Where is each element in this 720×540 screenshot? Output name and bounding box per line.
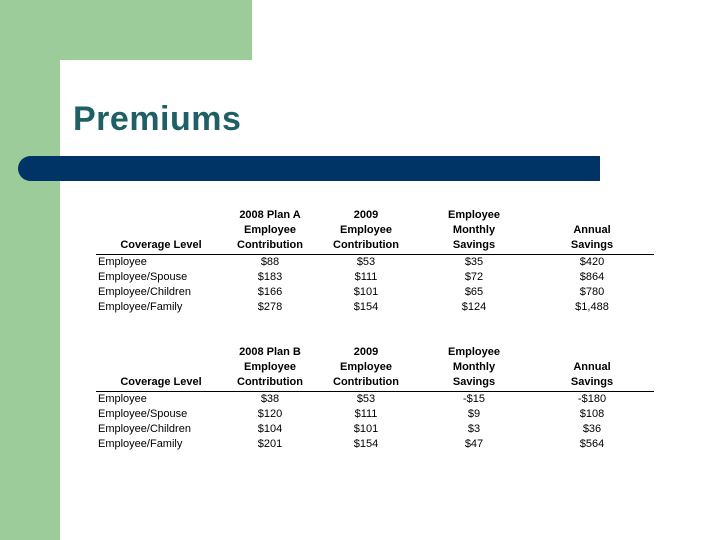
column-header-line: Savings — [452, 239, 496, 251]
table-row — [96, 300, 654, 315]
column-header-line: Annual — [573, 361, 611, 373]
amount-cell: $420 — [579, 256, 605, 268]
column-header — [226, 345, 314, 392]
amount-cell: $38 — [260, 393, 280, 405]
column-header-line: Contribution — [237, 239, 303, 251]
amount-cell: $1,488 — [575, 301, 609, 313]
column-header-line: 2009 — [353, 346, 379, 358]
amount-cell: -$15 — [462, 393, 486, 405]
table-row — [96, 392, 654, 408]
coverage-level-cell: Employee/Family — [98, 301, 183, 313]
coverage-level-cell: Employee/Children — [98, 286, 191, 298]
left-accent-column — [0, 0, 60, 540]
slide-title: Premiums — [73, 100, 242, 138]
top-accent-band — [0, 0, 252, 60]
coverage-level-cell: Employee/Children — [98, 423, 191, 435]
amount-cell: $154 — [353, 438, 379, 450]
coverage-level-cell: Employee — [98, 256, 147, 268]
column-header-line: Employee — [244, 224, 296, 236]
column-header-line: Monthly — [452, 224, 496, 236]
column-header-line: Savings — [570, 376, 614, 388]
amount-cell: $88 — [260, 256, 280, 268]
column-header-line: Savings — [570, 239, 614, 251]
column-header-line: Employee — [244, 361, 296, 373]
column-header — [530, 208, 654, 255]
column-header — [314, 208, 418, 255]
column-header-line: Contribution — [333, 376, 399, 388]
amount-cell: $36 — [582, 423, 602, 435]
column-header — [96, 208, 226, 255]
column-header — [96, 345, 226, 392]
amount-cell: $154 — [353, 301, 379, 313]
column-header-line: Annual — [573, 224, 611, 236]
amount-cell: $9 — [467, 408, 481, 420]
table-header-row — [96, 208, 654, 255]
column-header-line: Employee — [448, 346, 500, 358]
column-header — [418, 345, 530, 392]
table-row — [96, 407, 654, 422]
column-header-line: 2008 Plan A — [239, 209, 301, 221]
coverage-level-cell: Employee — [98, 393, 147, 405]
amount-cell: $278 — [257, 301, 283, 313]
plan-a-premium-table — [96, 208, 654, 315]
column-header-line: 2008 Plan B — [239, 346, 301, 358]
column-header-line: Coverage Level — [120, 376, 202, 388]
column-header-line: 2009 — [353, 209, 379, 221]
title-underline-bar — [18, 156, 600, 181]
amount-cell: $780 — [579, 286, 605, 298]
amount-cell: $101 — [353, 286, 379, 298]
column-header — [530, 345, 654, 392]
column-header-line: Monthly — [452, 361, 496, 373]
amount-cell: $111 — [354, 271, 378, 283]
amount-cell: $3 — [467, 423, 481, 435]
table-row — [96, 255, 654, 271]
amount-cell: $53 — [356, 256, 376, 268]
amount-cell: $108 — [579, 408, 605, 420]
amount-cell: $104 — [257, 423, 283, 435]
amount-cell: $120 — [257, 408, 283, 420]
amount-cell: $47 — [464, 438, 484, 450]
column-header-line: Savings — [452, 376, 496, 388]
coverage-level-cell: Employee/Spouse — [98, 271, 188, 283]
amount-cell: $183 — [257, 271, 283, 283]
amount-cell: $35 — [464, 256, 484, 268]
amount-cell: $124 — [461, 301, 487, 313]
column-header-line: Employee — [448, 209, 500, 221]
table-row — [96, 285, 654, 300]
amount-cell: $101 — [353, 423, 379, 435]
amount-cell: $166 — [257, 286, 283, 298]
table-header-row — [96, 345, 654, 392]
column-header-line: Employee — [340, 361, 392, 373]
column-header — [226, 208, 314, 255]
table-row — [96, 270, 654, 285]
amount-cell: $864 — [579, 271, 605, 283]
column-header-line: Coverage Level — [120, 239, 202, 251]
plan-b-premium-table — [96, 345, 654, 452]
column-header-line: Employee — [340, 224, 392, 236]
coverage-level-cell: Employee/Spouse — [98, 408, 188, 420]
amount-cell: -$180 — [577, 393, 607, 405]
amount-cell: $564 — [579, 438, 605, 450]
column-header — [418, 208, 530, 255]
column-header — [314, 345, 418, 392]
amount-cell: $53 — [356, 393, 376, 405]
table-row — [96, 422, 654, 437]
column-header-line: Contribution — [237, 376, 303, 388]
column-header-line: Contribution — [333, 239, 399, 251]
amount-cell: $201 — [257, 438, 283, 450]
table-row — [96, 437, 654, 452]
coverage-level-cell: Employee/Family — [98, 438, 183, 450]
amount-cell: $65 — [464, 286, 484, 298]
amount-cell: $72 — [464, 271, 484, 283]
amount-cell: $111 — [354, 408, 378, 420]
